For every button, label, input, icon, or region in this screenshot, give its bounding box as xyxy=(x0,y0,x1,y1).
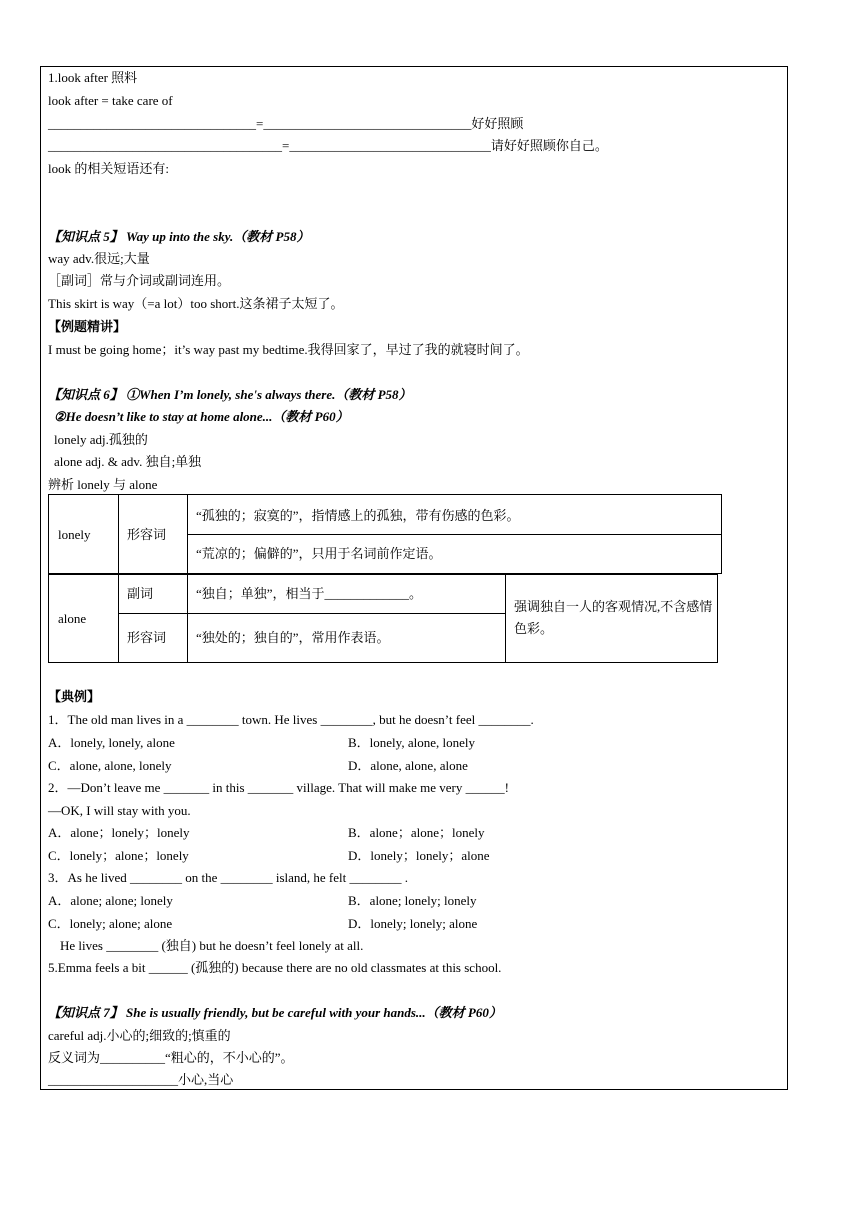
question-5: 5.Emma feels a bit ______ (孤独的) because there are no old classmates at this school. xyxy=(48,960,502,975)
table-alone-note: 强调独自一人的客观情况,不含感情色彩。 xyxy=(514,599,713,636)
question-1: 1．The old man lives in a ________ town. He lives ________, but he doesn’t feel ________. xyxy=(48,712,534,727)
table-alone-pos-adv: 副词 xyxy=(127,586,154,601)
section5-note: ［副词］常与介词或副词连用。 xyxy=(48,273,231,288)
question-3: 3．As he lived ________ on the ________ island, he felt ________ . xyxy=(48,870,408,885)
question-2-option-c: C．lonely；alone；lonely xyxy=(48,848,189,863)
section7-definition: careful adj.小心的;细致的;慎重的 xyxy=(48,1028,231,1043)
section5-example-heading: 【例题精讲】 xyxy=(48,319,127,334)
question-3-option-a: A．alone; alone; lonely xyxy=(48,893,173,908)
table-divider xyxy=(118,613,505,614)
table-divider xyxy=(118,574,119,663)
table-lonely-meaning-2: “荒凉的；偏僻的”，只用于名词前作定语。 xyxy=(196,546,442,561)
section1-blank-line-1: ________________________________=________________________________好好照顾 xyxy=(48,116,524,131)
section7-phrase: ____________________小心,当心 xyxy=(48,1072,234,1087)
question-2-option-b: B．alone；alone；lonely xyxy=(348,825,485,840)
section1-blank-line-2: ____________________________________=_______________________________请好好照顾你自己。 xyxy=(48,138,608,153)
question-2-option-a: A．alone；lonely；lonely xyxy=(48,825,190,840)
section6-heading-2: ②He doesn’t like to stay at home alone...（教材 P60） xyxy=(54,409,349,424)
section5-definition: way adv.很远;大量 xyxy=(48,251,150,266)
table-divider xyxy=(187,574,188,663)
section1-related: look 的相关短语还有: xyxy=(48,161,169,176)
examples-heading: 【典例】 xyxy=(48,689,101,704)
section5-example-2: I must be going home；it’s way past my bedtime.我得回家了，早过了我的就寝时间了。 xyxy=(48,342,529,357)
question-1-option-a: A．lonely, lonely, alone xyxy=(48,735,175,750)
section5-example: This skirt is way（=a lot）too short.这条裙子太短了。 xyxy=(48,296,344,311)
section1-equation: look after = take care of xyxy=(48,93,173,108)
section5-heading: 【知识点 5】 Way up into the sky.（教材 P58） xyxy=(48,229,310,244)
table-lonely-meaning-1: “孤独的；寂寞的”，指情感上的孤独，带有伤感的色彩。 xyxy=(196,508,520,523)
section7-antonym: 反义词为__________“粗心的，不小心的”。 xyxy=(48,1050,294,1065)
section6-def-lonely: lonely adj.孤独的 xyxy=(54,432,148,447)
section7-heading: 【知识点 7】 She is usually friendly, but be careful with your hands...（教材 P60） xyxy=(48,1005,502,1020)
table-alone-word: alone xyxy=(58,611,87,626)
section6-compare: 辨析 lonely 与 alone xyxy=(48,477,158,492)
table-alone-pos-adj: 形容词 xyxy=(127,630,167,645)
question-4: He lives ________ (独自) but he doesn’t feel lonely at all. xyxy=(60,938,364,953)
table-lonely-pos: 形容词 xyxy=(127,527,167,542)
section1-title: 1.look after 照料 xyxy=(48,70,138,85)
question-1-option-d: D．alone, alone, alone xyxy=(348,758,468,773)
table-lonely-word: lonely xyxy=(58,527,91,542)
section6-heading-1: 【知识点 6】 ①When I’m lonely, she's always there.（教材 P58） xyxy=(48,387,412,402)
question-2-reply: —OK, I will stay with you. xyxy=(48,803,191,818)
question-1-option-b: B．lonely, alone, lonely xyxy=(348,735,475,750)
table-divider xyxy=(187,534,722,535)
question-3-option-c: C．lonely; alone; alone xyxy=(48,916,173,931)
question-3-option-d: D．lonely; lonely; alone xyxy=(348,916,478,931)
question-1-option-c: C．alone, alone, lonely xyxy=(48,758,172,773)
table-divider xyxy=(118,494,119,574)
question-2-option-d: D．lonely；lonely；alone xyxy=(348,848,490,863)
section6-def-alone: alone adj. & adv. 独自;单独 xyxy=(54,454,202,469)
table-alone-meaning-2: “独处的；独自的”，常用作表语。 xyxy=(196,630,390,645)
table-divider xyxy=(505,574,506,663)
table-alone-meaning-1: “独自；单独”，相当于_____________。 xyxy=(196,586,423,601)
question-3-option-b: B．alone; lonely; lonely xyxy=(348,893,477,908)
question-2: 2．—Don’t leave me _______ in this _______ village. That will make me very ______! xyxy=(48,780,509,795)
